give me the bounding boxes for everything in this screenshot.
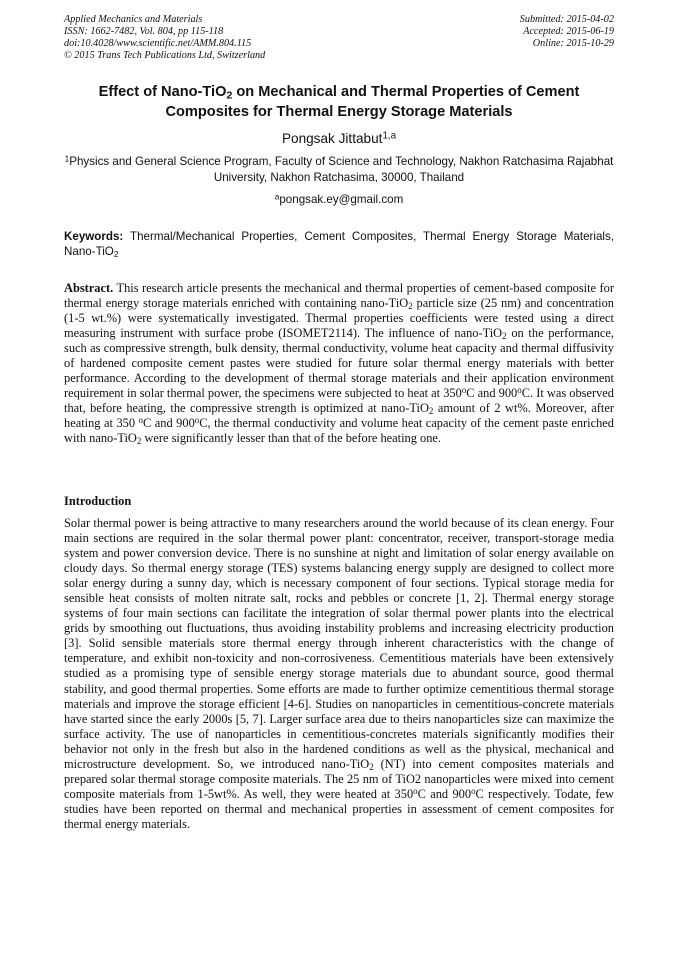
paper-title: Effect of Nano-TiO$_2$ on Mechanical and Thermal Properties of Cement Composites for Thermal Energy Storage Materials bbox=[98, 84, 580, 120]
author-mark: 1,a bbox=[382, 130, 397, 142]
introduction-body: Solar thermal power is being attractive to many researchers around the world because of its clean energy. Four main sections are required in the solar thermal power plant: concentrator, receiver, transport-storage media system and power conversion device. There is no sunshine at night and limitation of solar energy available on cloudy days. So thermal energy storage (TES) systems balancing energy supply are designed to collect more solar energy during a sunny day, which is necessary component of four sections. Typical storage media for sensible heat consists of molten nitrate salt, rocks and pebbles or concrete [1, 2]. Thermal energy storage systems of four main sections can facilitate the integration of solar thermal power plants into the electrical grids by smoothing out fluctuations, thus avoiding instability problems and increasing electricity production [3]. Solid sensible materials store thermal energy through inherent characteristics with the change of temperature, and exhibit non-toxicity and non-corrosiveness. Cementitious materials have been extensively studied as a promising type of sensible energy storage materials due to abundant source, good thermal stability, and good thermal properties. Some efforts are made to further optimize cementitious thermal storage materials and improve the storage efficient [4-6]. Studies on nanoparticles in cementitious-concrete materials have started since the early 2000s [5, 7]. Larger surface area due to theirs nanoparticles size can maximize the surface activity. The use of nanoparticles in cementitious-concretes materials significantly modifies their behavior not only in the fresh but also in the hardened conditions as well as the physical, mechanical and microstructure development. So, we introduced nano-TiO$_2$ (NT) into cement composites materials and prepared solar thermal storage composite materials. The 25 nm of TiO2 nanoparticles were mixed into cement composite materials from 1-5wt%. As well, they were heated at 350$^o$C and 900$^o$C respectively. Todate, few studies have been reported on thermal and mechanical properties in assessment of cement composites for thermal energy materials. bbox=[64, 516, 614, 831]
copyright-line: © 2015 Trans Tech Publications Ltd, Switzerland bbox=[64, 50, 266, 61]
keywords: Keywords: Thermal/Mechanical Properties, Cement Composites, Thermal Energy Storage Materials, Nano-TiO$_2$ bbox=[64, 230, 614, 260]
accepted-date: Accepted: 2015-06-19 bbox=[523, 26, 614, 37]
introduction-heading: Introduction bbox=[64, 494, 132, 508]
online-date: Online: 2015-10-29 bbox=[532, 38, 614, 49]
keywords-label: Keywords: bbox=[64, 230, 124, 243]
author-name: Pongsak Jittabut bbox=[281, 131, 383, 146]
issn-line: ISSN: 1662-7482, Vol. 804, pp 115-118 bbox=[64, 26, 224, 37]
doi-line: doi:10.4028/www.scientific.net/AMM.804.115 bbox=[64, 38, 252, 49]
journal-name: Applied Mechanics and Materials bbox=[64, 14, 203, 25]
email-address[interactable]: pongsak.ey@gmail.com bbox=[279, 193, 404, 206]
affiliation: $^1$Physics and General Science Program, Faculty of Science and Technology, Nakhon Ratchasima Rajabhat University, Nakhon Ratchasima, 30000, Thailand bbox=[64, 153, 614, 184]
abstract: Abstract. This research article presents the mechanical and thermal properties of cement-based composite for thermal energy storage materials enriched with containing nano-TiO$_2$ particle size (25 nm) and concentration (1-5 wt.%) were systematically investigated. Thermal properties coefficients were tested using a direct measuring instrument with surface probe (ISOMET2114). The influence of nano-TiO$_2$ on the performance, such as compressive strength, bulk density, thermal conductivity, volume heat capacity and thermal diffusivity of hardened composite cement pastes were studied for future solar thermal energy materials with better performance. According to the development of thermal storage materials and their application environment requirement in solar thermal power, the specimens were subjected to heat at 350$^o$C and 900$^o$C. It was observed that, before heating, the compressive strength is optimized at nano-TiO$_2$ amount of 2 wt%. Moreover, after heating at 350 $^o$C and 900$^o$C, the thermal conductivity and volume heat capacity of the cement paste enriched with nano-TiO$_2$ were significantly lesser than that of the before heating one. bbox=[64, 281, 614, 447]
author-line bbox=[64, 131, 614, 147]
publication-dates bbox=[520, 14, 614, 50]
abstract-label: Abstract. bbox=[64, 281, 114, 295]
submitted-date: Submitted: 2015-04-02 bbox=[519, 14, 614, 25]
author-email: $^a$pongsak.ey@gmail.com bbox=[274, 191, 404, 206]
publication-info bbox=[64, 14, 265, 62]
